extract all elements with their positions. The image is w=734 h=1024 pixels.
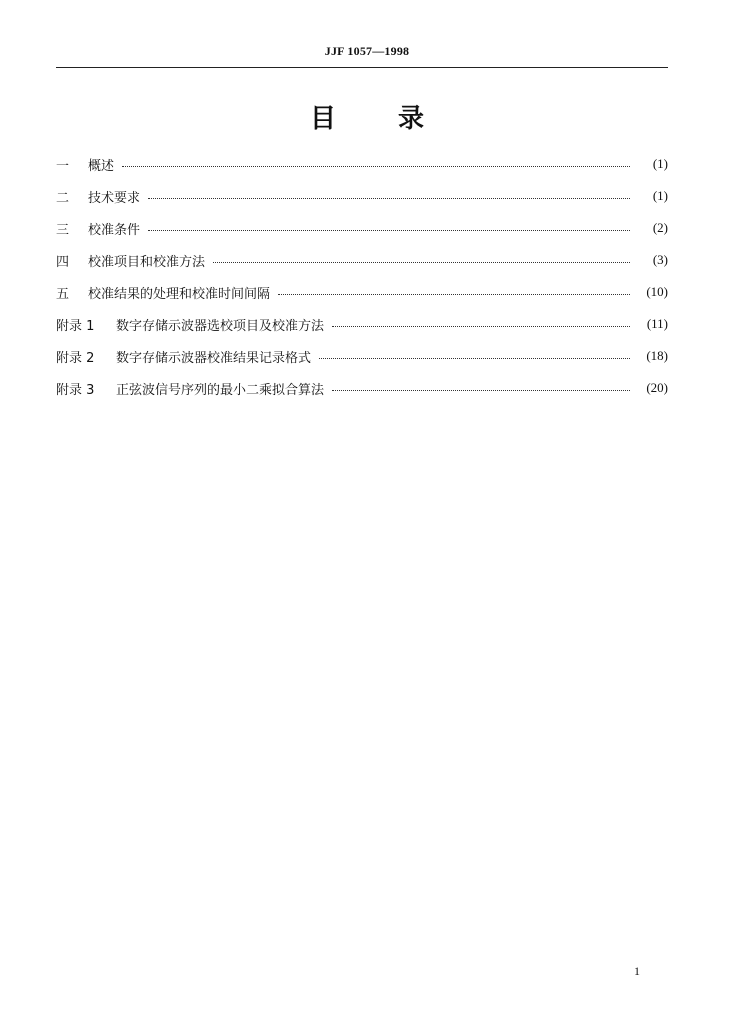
toc-dot-leader [148, 198, 630, 199]
toc-entry[interactable] [56, 212, 668, 244]
document-header: JJF 1057—1998 [324, 44, 410, 58]
page-number: 1 [634, 964, 640, 978]
toc-entry-page: (1) [652, 188, 668, 203]
toc-entry-title: 数字存储示波器校准结果记录格式 [116, 350, 312, 366]
toc-entry-number: 三 [56, 222, 70, 238]
toc-entry[interactable] [56, 148, 668, 180]
toc-entry-number: 附录 3 [56, 382, 95, 398]
toc-dot-leader [213, 262, 630, 263]
toc-entry-number: 附录 2 [56, 350, 95, 366]
toc-entry-title: 概述 [88, 158, 115, 174]
toc-entry-page: (18) [646, 348, 668, 363]
toc-entry[interactable] [56, 244, 668, 276]
toc-entry-page: (1) [652, 156, 668, 171]
toc-entry-number: 一 [56, 158, 70, 174]
toc-entry-title: 正弦波信号序列的最小二乘拟合算法 [116, 382, 325, 398]
toc-entry-appendix[interactable] [56, 340, 668, 372]
toc-entry-title: 数字存储示波器选校项目及校准方法 [116, 318, 325, 334]
page-title [0, 98, 734, 135]
toc-entry-number: 五 [56, 286, 70, 302]
toc-entry-title: 校准结果的处理和校准时间间隔 [88, 286, 271, 302]
toc-entry-page: (3) [652, 252, 668, 267]
table-of-contents [56, 148, 668, 404]
toc-dot-leader [319, 358, 630, 359]
header-rule [56, 67, 668, 68]
toc-entry-number: 附录 1 [56, 318, 95, 334]
toc-entry-page: (20) [646, 380, 668, 395]
toc-entry-appendix[interactable] [56, 372, 668, 404]
toc-dot-leader [332, 326, 630, 327]
page-title-char-1: 目 [309, 104, 336, 134]
toc-dot-leader [148, 230, 630, 231]
toc-entry-page: (2) [652, 220, 668, 235]
toc-entry-title: 校准条件 [88, 222, 141, 238]
toc-dot-leader [122, 166, 630, 167]
toc-entry-page: (11) [646, 316, 668, 331]
page-title-char-2: 录 [398, 104, 425, 134]
toc-entry-number: 二 [56, 190, 70, 206]
toc-entry-title: 技术要求 [88, 190, 141, 206]
toc-entry[interactable] [56, 180, 668, 212]
toc-dot-leader [332, 390, 630, 391]
toc-entry[interactable] [56, 276, 668, 308]
toc-entry-page: (10) [646, 284, 668, 299]
toc-dot-leader [278, 294, 630, 295]
toc-entry-number: 四 [56, 254, 70, 270]
toc-entry-title: 校准项目和校准方法 [88, 254, 206, 270]
toc-entry-appendix[interactable] [56, 308, 668, 340]
